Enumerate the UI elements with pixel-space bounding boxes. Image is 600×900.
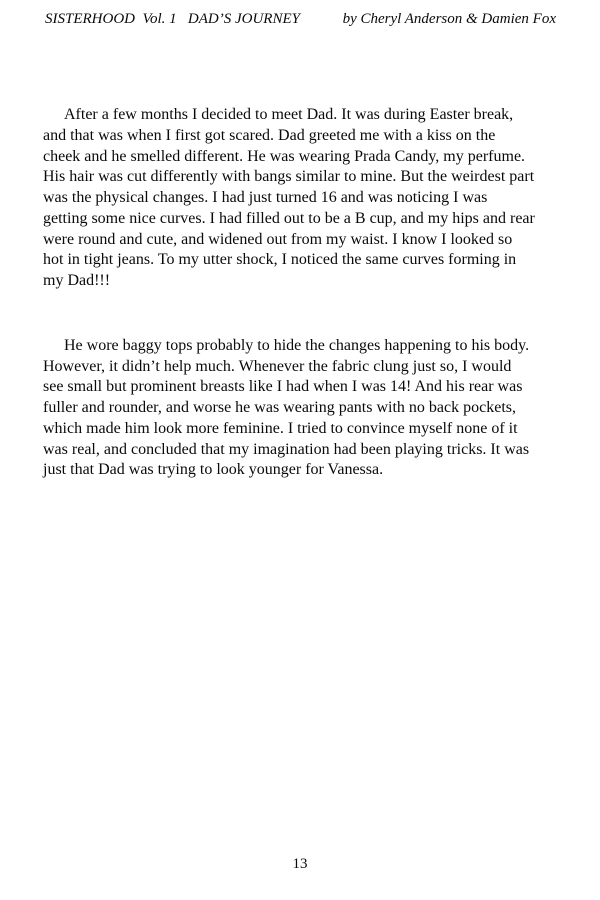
paragraph-2 <box>43 336 568 481</box>
text-line: which made him look more feminine. I tried to convince myself none of it <box>43 419 518 437</box>
text-line: were round and cute, and widened out from my waist. I know I looked so <box>43 230 513 248</box>
text-line: hot in tight jeans. To my utter shock, I noticed the same curves forming in <box>43 251 517 269</box>
text-line: His hair was cut differently with bangs similar to mine. But the weirdest part <box>43 168 535 186</box>
text-line: After a few months I decided to meet Dad. It was during Easter break, <box>64 106 514 123</box>
text-line: see small but prominent breasts like I had when I was 14! And his rear was <box>43 378 523 396</box>
text-line: my Dad!!! <box>43 272 111 289</box>
text-line: just that Dad was trying to look younger for Vanessa. <box>43 461 384 479</box>
text-line: cheek and he smelled different. He was wearing Prada Candy, my perfume. <box>43 147 526 165</box>
paragraph-1 <box>43 105 568 292</box>
text-line: getting some nice curves. I had filled out to be a B cup, and my hips and rear <box>43 209 535 227</box>
text-line: However, it didn’t help much. Whenever the fabric clung just so, I would <box>43 357 512 375</box>
text-line: was real, and concluded that my imagination had been playing tricks. It was <box>43 440 530 458</box>
running-title: SISTERHOOD Vol. 1 DAD’S JOURNEY <box>45 11 300 27</box>
text-line: was the physical changes. I had just turned 16 and was noticing I was <box>43 189 488 206</box>
text-line: and that was when I first got scared. Dad greeted me with a kiss on the <box>43 126 496 144</box>
page-number: 13 <box>292 856 308 872</box>
author-byline: by Cheryl Anderson & Damien Fox <box>342 11 556 27</box>
text-line: He wore baggy tops probably to hide the changes happening to his body. <box>64 336 530 354</box>
text-line: fuller and rounder, and worse he was wearing pants with no back pockets, <box>43 399 516 416</box>
page-header <box>45 10 556 28</box>
body-text <box>43 105 568 481</box>
